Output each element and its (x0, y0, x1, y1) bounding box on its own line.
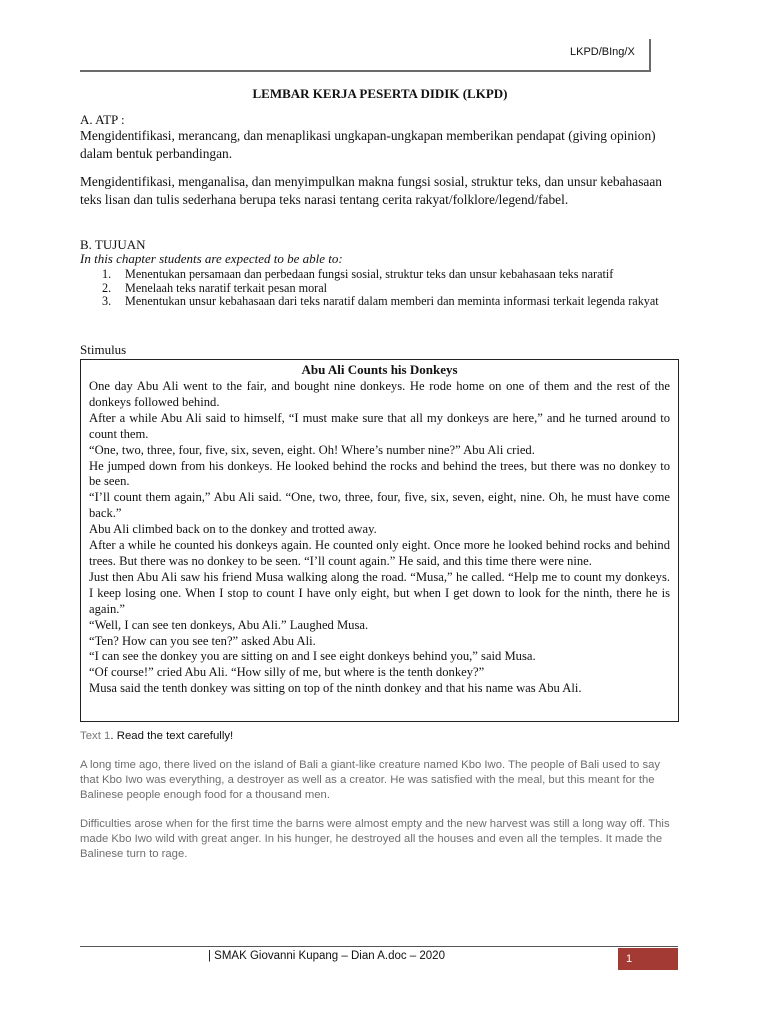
objective-item (80, 282, 680, 296)
header-horizontal-rule (80, 70, 651, 72)
stimulus-label: Stimulus (80, 342, 127, 357)
tujuan-heading: B. TUJUAN (80, 237, 146, 252)
story-line: One day Abu Ali went to the fair, and bought nine donkeys. He rode home on one of them and the rest of the donkeys followed behind. (89, 379, 670, 409)
story-line: “Ten? How can you see ten?” asked Abu Ali. (89, 633, 316, 648)
story-line: “One, two, three, four, five, six, seven, eight. Oh! Where’s number nine?” Abu Ali cried. (89, 442, 535, 457)
objective-text: Menelaah teks naratif terkait pesan moral (125, 280, 328, 295)
text1-heading-prefix: Text 1 (80, 730, 111, 742)
story-line: He jumped down from his donkeys. He looked behind the rocks and behind the trees, but there was no donkey to be seen. (89, 458, 670, 489)
story-line: “I’ll count them again,” Abu Ali said. “One, two, three, four, five, six, seven, eight, nine. Oh, he must have come back.” (89, 490, 670, 521)
story-box (80, 359, 679, 722)
story-line: Just then Abu Ali saw his friend Musa walking along the road. “Musa,” he called. “Help me to count my donkeys. I keep losing one. When I stop to count I have only eight, but when I get down to look for the ninth, there he is again.” (89, 569, 670, 616)
tujuan-intro: In this chapter students are expected to be able to: (80, 251, 343, 266)
text1-paragraph-1: A long time ago, there lived on the island of Bali a giant-like creature named Kbo Iwo. The people of Bali used to say that Kbo Iwo was everything, a destroyer as well as a creator. He was satisfied with the meal, but this meant for the Balinese people enough food for a thousand men. (80, 759, 661, 801)
story-line: “I can see the donkey you are sitting on and I see eight donkeys behind you,” said Musa. (89, 649, 536, 664)
atp-paragraph-2: Mengidentifikasi, menganalisa, dan menyimpulkan makna fungsi sosial, struktur teks, dan unsur kebahasaan teks lisan dan tulis sederhana berupa teks narasi tentang cerita rakyat/folklore/legend/fabel. (80, 174, 662, 207)
story-line: After a while Abu Ali said to himself, “I must make sure that all my donkeys are here,” and he turned around to count them. (89, 410, 670, 441)
objective-number: 2. (102, 280, 112, 295)
text1-paragraph-2: Difficulties arose when for the first time the barns were almost empty and the new harvest was still a long way off. This made Kbo Iwo wild with great anger. In his hunger, he destroyed all the houses and even all the temples. It made the Balinese turn to rage. (80, 818, 670, 860)
objective-text: Menentukan unsur kebahasaan dari teks naratif dalam memberi dan meminta informasi terkait legenda rakyat (125, 294, 659, 309)
story-line: Musa said the tenth donkey was sitting on top of the ninth donkey and that his name was Abu Ali. (89, 681, 582, 696)
objective-item (80, 268, 680, 282)
objective-list (80, 268, 680, 309)
story-line: “Of course!” cried Abu Ali. “How silly of me, but where is the tenth donkey?” (89, 665, 485, 680)
footer-text: | SMAK Giovanni Kupang – Dian A.doc – 2020 (208, 950, 445, 962)
objective-number: 1. (102, 267, 112, 281)
objective-item (80, 295, 680, 309)
text1-heading (80, 730, 233, 742)
objective-text: Menentukan persamaan dan perbedaan fungsi sosial, struktur teks dan unsur kebahasaan teks naratif (125, 267, 614, 281)
header-vertical-rule (649, 39, 651, 72)
header-document-code: LKPD/BIng/X (570, 46, 635, 58)
story-line: “Well, I can see ten donkeys, Abu Ali.” Laughed Musa. (89, 617, 369, 632)
text1-heading-instruction: . Read the text carefully! (110, 730, 234, 742)
page-number-badge: 1 (618, 948, 678, 970)
story-line: Abu Ali climbed back on to the donkey and trotted away. (89, 522, 377, 537)
page-title: LEMBAR KERJA PESERTA DIDIK (LKPD) (252, 86, 508, 101)
atp-heading: A. ATP : (80, 112, 125, 127)
story-line: After a while he counted his donkeys again. He counted only eight. Once more he looked behind rocks and behind trees. But there was no donkey to be seen. “I’ll count again.” He said, and this time there were nine. (89, 538, 670, 568)
objective-number: 3. (102, 294, 112, 309)
story-title: Abu Ali Counts his Donkeys (301, 362, 458, 377)
footer-rule (80, 946, 678, 947)
atp-paragraph-1: Mengidentifikasi, merancang, dan menaplikasi ungkapan-ungkapan memberikan pendapat (giving opinion) dalam bentuk perbandingan. (80, 128, 656, 161)
